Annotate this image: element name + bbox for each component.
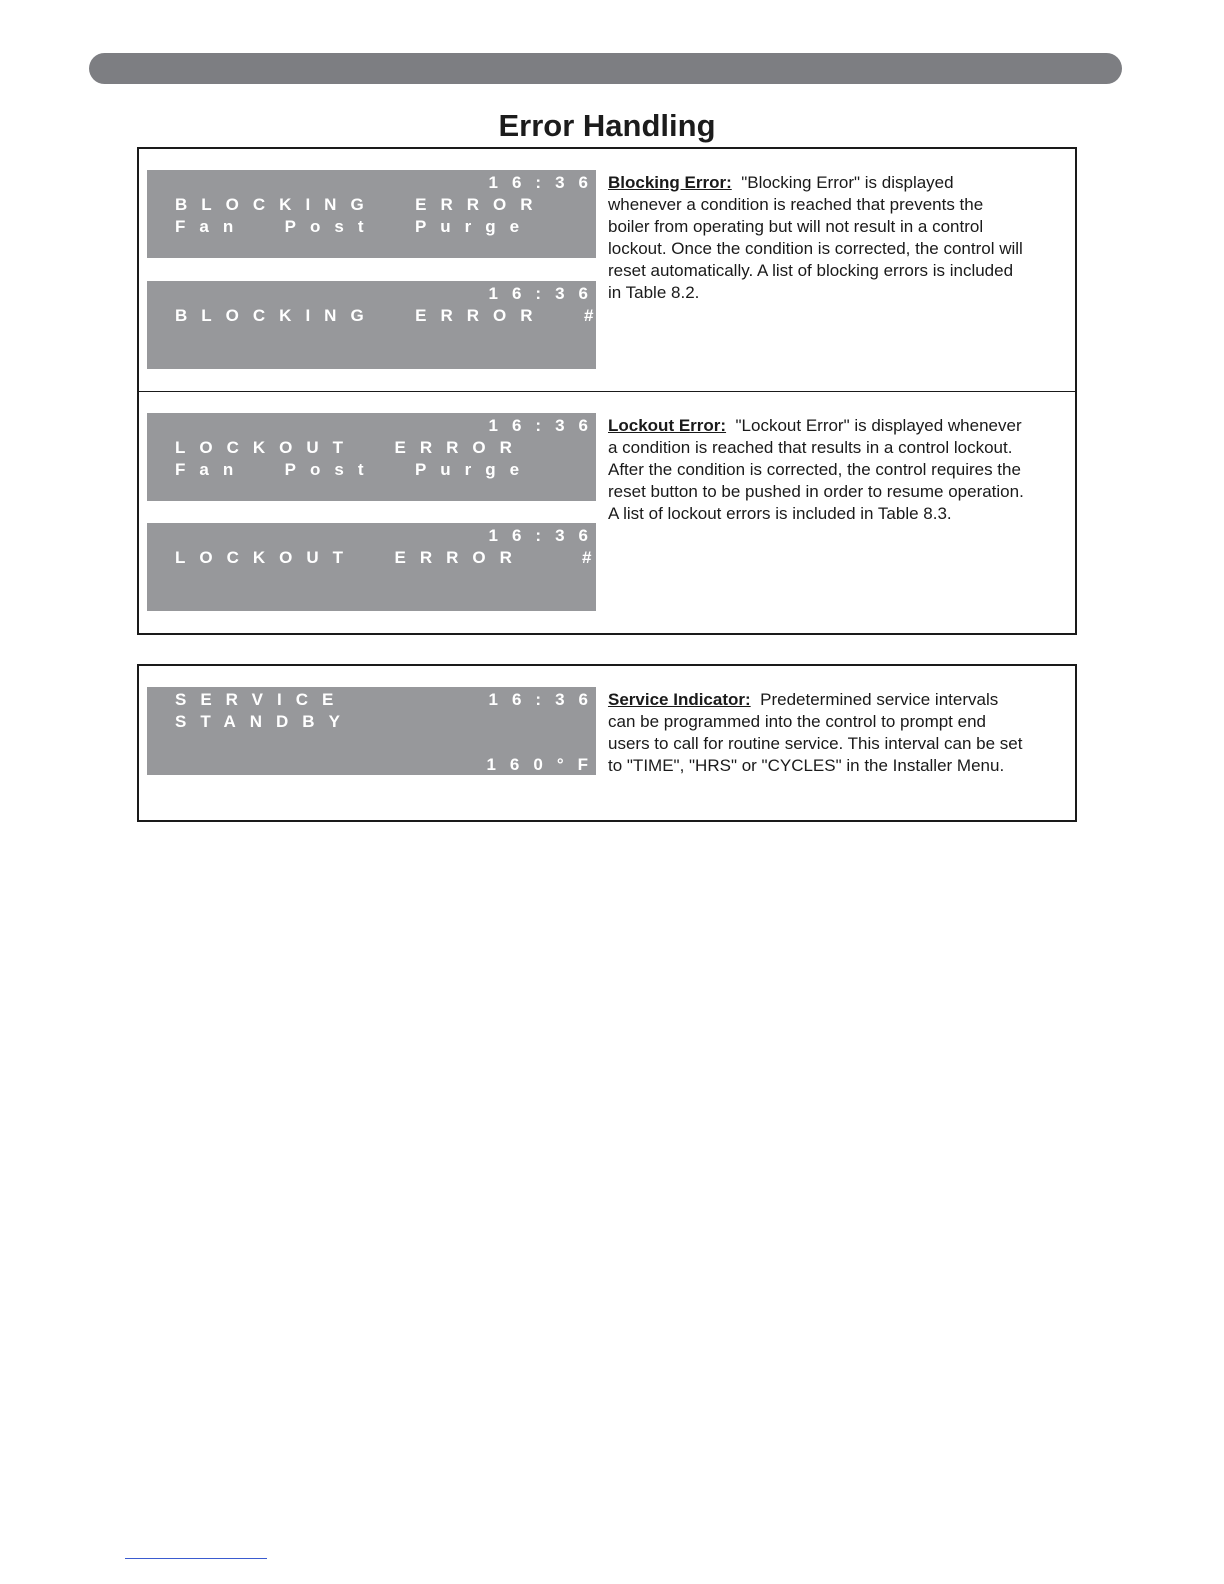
lcd-line-1: BLOCKING ERROR: [175, 195, 547, 214]
lcd-line-2: Fan Post Purge: [175, 460, 534, 479]
lcd-display-lockout-code: [147, 523, 606, 611]
blocking-error-description: [608, 172, 1028, 304]
lcd-line-2: STANDBY: [175, 712, 354, 731]
page-title: Error Handling: [498, 108, 716, 143]
lcd-display-lockout-detail: [147, 413, 602, 501]
lcd-time: 16:36: [488, 173, 602, 192]
lcd-temperature: 160°F: [486, 755, 602, 774]
service-indicator-frame: [137, 664, 1077, 822]
lcd-time: 16:36: [488, 416, 602, 435]
lockout-error-term: Lockout Error:: [608, 416, 727, 435]
lcd-display-blocking-detail: [147, 170, 602, 258]
blocking-error-text: "Blocking Error" is displayed whenever a condition is reached that prevents the boiler from operating but will not result in a control lockout. Once the condition is corrected, the control will reset automatically. A list of blocking errors is included in Table 8.2.: [608, 173, 1023, 302]
service-indicator-term: Service Indicator:: [608, 690, 751, 709]
lcd-time: 16:36: [488, 284, 602, 303]
lockout-error-text: "Lockout Error" is displayed whenever a condition is reached that results in a control lockout. After the condition is corrected, the control requires the reset button to be pushed in order to resume operation. A list of lockout errors is included in Table 8.3.: [608, 416, 1024, 523]
lcd-line-1: BLOCKING ERROR #: [175, 306, 608, 325]
lockout-error-description: [608, 415, 1028, 525]
blocking-error-term: Blocking Error:: [608, 173, 732, 192]
lcd-line-1: SERVICE: [175, 690, 348, 709]
lcd-time: 16:36: [488, 526, 602, 545]
lcd-display-blocking-code: [147, 281, 608, 369]
lcd-line-1: LOCKOUT ERROR #: [175, 548, 606, 567]
lcd-line-2: Fan Post Purge: [175, 217, 534, 236]
section-divider: [139, 391, 1075, 392]
service-indicator-text: Predetermined service intervals can be programmed into the control to prompt end users to call for routine service. This interval can be set to "TIME", "HRS" or "CYCLES" in the Installer Menu.: [608, 690, 1023, 775]
footer-line: [125, 1558, 267, 1559]
lcd-line-1: LOCKOUT ERROR: [175, 438, 526, 457]
error-types-frame: [137, 147, 1077, 635]
lcd-time: 16:36: [488, 690, 602, 709]
service-indicator-description: [608, 689, 1028, 777]
header-bar: [89, 53, 1122, 84]
lcd-display-service: [147, 687, 602, 775]
